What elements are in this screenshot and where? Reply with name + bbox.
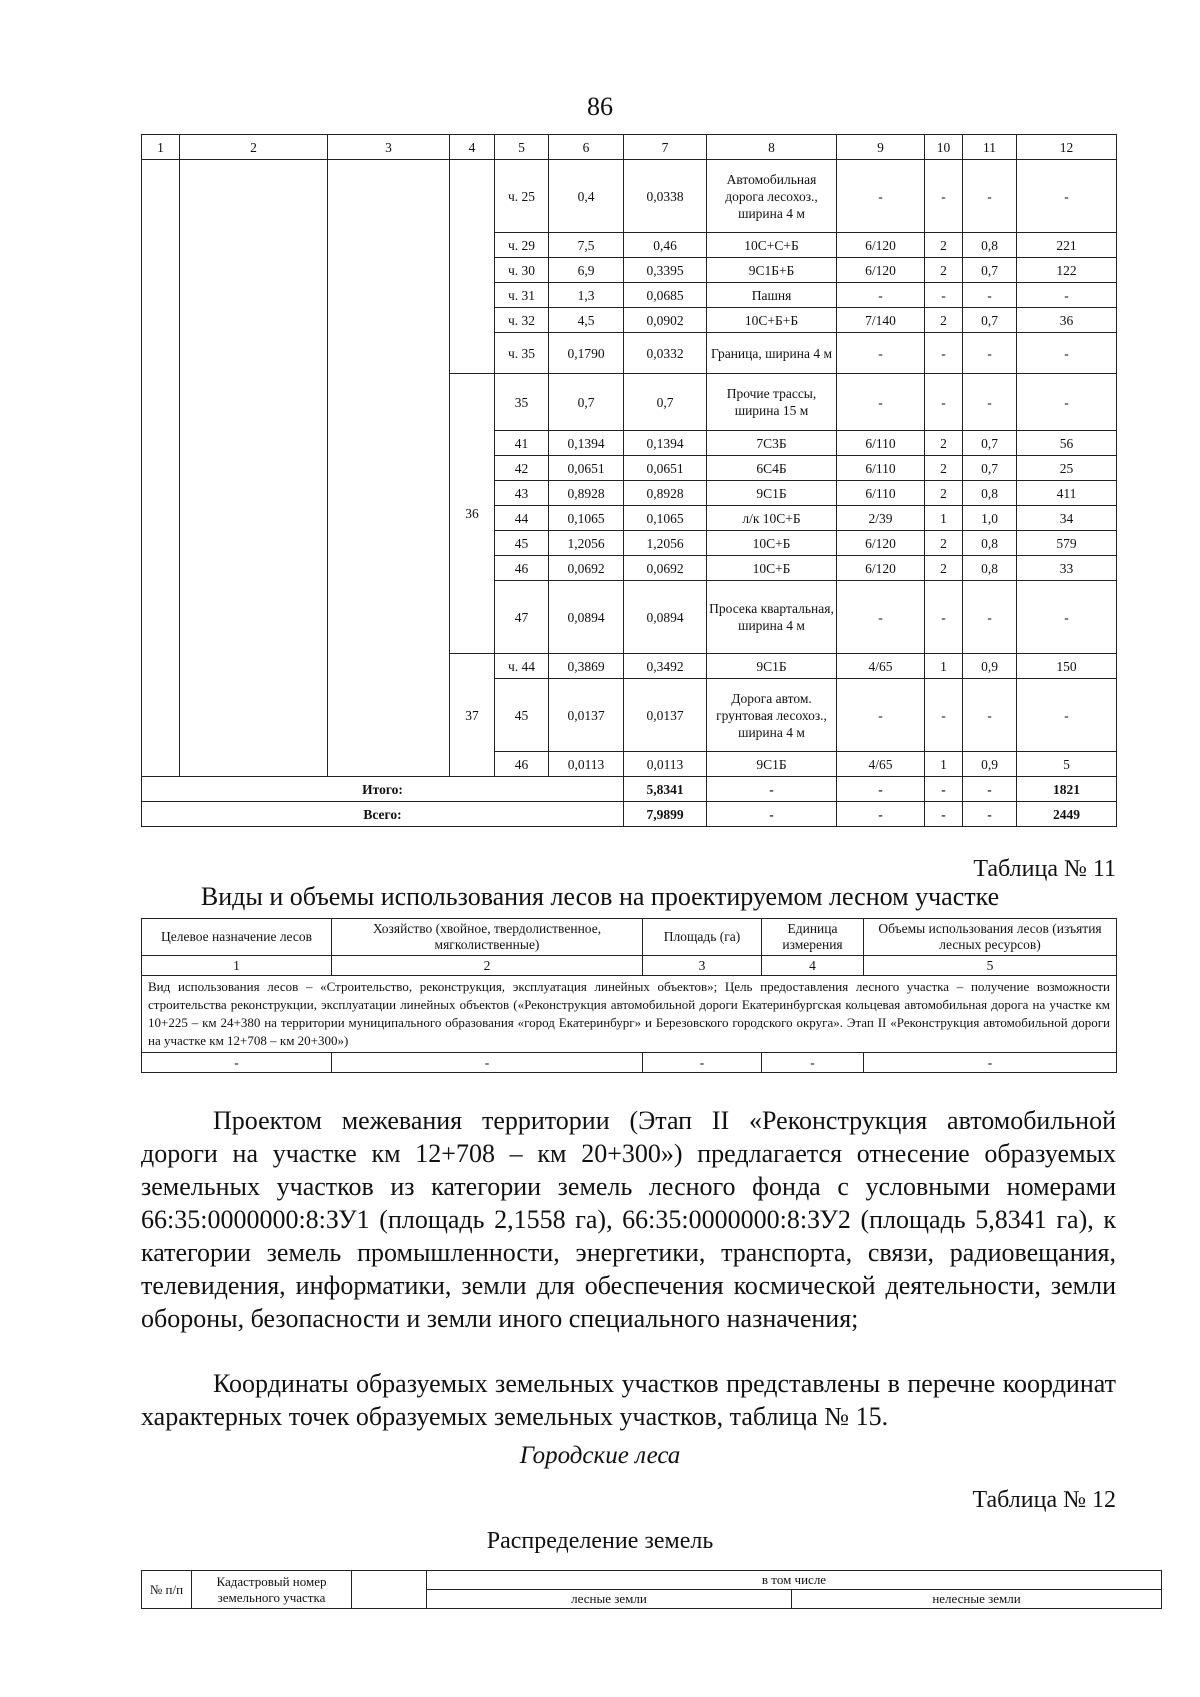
cell: 0,9	[963, 654, 1017, 679]
cell: 7/140	[837, 308, 925, 333]
totals-area: 5,8341	[624, 777, 707, 802]
cell: 10С+Б+Б	[707, 308, 837, 333]
number-cell: 3	[643, 956, 762, 976]
cell	[142, 160, 180, 777]
number-cell: 1	[142, 956, 332, 976]
cell: 0,1394	[549, 431, 624, 456]
cell: -	[963, 333, 1017, 374]
cell: 0,0692	[624, 556, 707, 581]
cell: 122	[1017, 258, 1117, 283]
land-distribution-table	[141, 1570, 1162, 1609]
cell: 9С1Б	[707, 481, 837, 506]
table-row	[142, 160, 1117, 233]
cell: Прочие трассы, ширина 15 м	[707, 374, 837, 431]
cell: -	[925, 374, 963, 431]
cell: 0,7	[963, 258, 1017, 283]
totals-area: 7,9899	[624, 802, 707, 827]
cell	[328, 160, 450, 777]
cell: 2	[925, 456, 963, 481]
cell: -	[1017, 160, 1117, 233]
cell: 10С+Б	[707, 556, 837, 581]
cell: 10С+Б	[707, 531, 837, 556]
cell: 0,7	[549, 374, 624, 431]
cell: 0,1065	[549, 506, 624, 531]
cell: 6С4Б	[707, 456, 837, 481]
cell: 4,5	[549, 308, 624, 333]
cell: 0,3492	[624, 654, 707, 679]
cell: -	[643, 1053, 762, 1073]
cell: 2	[925, 531, 963, 556]
cell: 0,4	[549, 160, 624, 233]
cell: ч. 30	[495, 258, 549, 283]
cell: Граница, ширина 4 м	[707, 333, 837, 374]
cell: Просека квартальная, ширина 4 м	[707, 581, 837, 654]
cell: 1,2056	[549, 531, 624, 556]
cell: 46	[495, 556, 549, 581]
cell: -	[332, 1053, 643, 1073]
cell: -	[925, 160, 963, 233]
cell: 0,1790	[549, 333, 624, 374]
totals-cell: -	[837, 802, 925, 827]
cell: 10С+С+Б	[707, 233, 837, 258]
cell: 25	[1017, 456, 1117, 481]
cell: 411	[1017, 481, 1117, 506]
column-number-row	[142, 956, 1117, 976]
number-cell: 5	[864, 956, 1117, 976]
cell: 2	[925, 481, 963, 506]
cell: 6/120	[837, 233, 925, 258]
cell: 9С1Б+Б	[707, 258, 837, 283]
header-cell: Объемы использования лесов (изъятия лесных ресурсов)	[864, 919, 1117, 956]
cell: 7,5	[549, 233, 624, 258]
cell: 0,0894	[549, 581, 624, 654]
header-cell: 9	[837, 135, 925, 160]
cell: 0,0894	[624, 581, 707, 654]
cell: -	[925, 581, 963, 654]
totals-cell: 2449	[1017, 802, 1117, 827]
cell: -	[1017, 374, 1117, 431]
cell: Автомобильная дорога лесохоз., ширина 4 м	[707, 160, 837, 233]
header-cell: 3	[328, 135, 450, 160]
cell: Дорога автом. грунтовая лесохоз., ширина 4 м	[707, 679, 837, 752]
cell: 0,8	[963, 556, 1017, 581]
cell: 0,8928	[549, 481, 624, 506]
cell: 150	[1017, 654, 1117, 679]
cell: 1	[925, 752, 963, 777]
cell: 5	[1017, 752, 1117, 777]
page-number: 86	[587, 92, 613, 121]
cell: ч. 44	[495, 654, 549, 679]
cell: 2	[925, 233, 963, 258]
table-12-caption: Таблица № 12	[972, 1487, 1116, 1513]
cell: 0,7	[963, 431, 1017, 456]
header-cell: Кадастровый номер земельного участка	[192, 1571, 352, 1609]
cell: 47	[495, 581, 549, 654]
cell: 0,46	[624, 233, 707, 258]
cell: 1,0	[963, 506, 1017, 531]
totals-cell: -	[707, 777, 837, 802]
cell: 6/120	[837, 258, 925, 283]
cell: 0,0332	[624, 333, 707, 374]
cell: -	[963, 283, 1017, 308]
cell: 0,8	[963, 531, 1017, 556]
number-cell: 4	[762, 956, 864, 976]
totals-row	[142, 777, 1117, 802]
cell: 2	[925, 431, 963, 456]
cell: 0,0651	[549, 456, 624, 481]
cell: 4/65	[837, 654, 925, 679]
cell: 34	[1017, 506, 1117, 531]
header-cell	[352, 1571, 427, 1609]
table-header-row	[142, 135, 1117, 160]
cell: 6/110	[837, 481, 925, 506]
header-cell: № п/п	[142, 1571, 192, 1609]
header-cell: Площадь (га)	[643, 919, 762, 956]
cell: 33	[1017, 556, 1117, 581]
cell: 36	[1017, 308, 1117, 333]
header-cell: 8	[707, 135, 837, 160]
cell: 35	[495, 374, 549, 431]
cell: 0,0137	[549, 679, 624, 752]
totals-cell: -	[707, 802, 837, 827]
cell: -	[963, 679, 1017, 752]
cell: 1	[925, 506, 963, 531]
cell: 9С1Б	[707, 654, 837, 679]
cell: 579	[1017, 531, 1117, 556]
cell: 4/65	[837, 752, 925, 777]
cell: 0,9	[963, 752, 1017, 777]
cell: -	[837, 283, 925, 308]
header-cell: Единица измерения	[762, 919, 864, 956]
table-header-row	[142, 919, 1117, 956]
cell: 0,0137	[624, 679, 707, 752]
cell: ч. 35	[495, 333, 549, 374]
table-11-title: Виды и объемы использования лесов на проектируемом лесном участке	[200, 882, 1000, 911]
cell: 45	[495, 679, 549, 752]
cell: 0,0651	[624, 456, 707, 481]
cell: 0,1065	[624, 506, 707, 531]
number-cell: 2	[332, 956, 643, 976]
cell: ч. 31	[495, 283, 549, 308]
cell: 2/39	[837, 506, 925, 531]
header-cell: 12	[1017, 135, 1117, 160]
cell: 56	[1017, 431, 1117, 456]
cell: 0,8928	[624, 481, 707, 506]
cell: 0,0692	[549, 556, 624, 581]
quarter-number-cell: 36	[450, 374, 495, 654]
quarter-number-cell	[450, 160, 495, 374]
header-cell: 1	[142, 135, 180, 160]
header-cell: 10	[925, 135, 963, 160]
cell: -	[963, 160, 1017, 233]
cell: -	[925, 283, 963, 308]
paragraph-reclassification: Проектом межевания территории (Этап II «Реконструкция автомобильной дороги на участке км 12+708 – км 20+300») предлагается отнесение образуемых земельных участков из категории земель лесного фонда с условными номерами 66:35:0000000:8:ЗУ1 (площадь 2,1558 га), 66:35:0000000:8:ЗУ2 (площадь 5,8341 га), к категории земель промышленности, энергетики, транспорта, связи, радиовещания, телевидения, информатики, земли для обеспечения космической деятельности, земли обороны, безопасности и земли иного специального назначения;	[141, 1106, 1116, 1333]
totals-cell: -	[925, 802, 963, 827]
totals-cell: -	[963, 802, 1017, 827]
cell: 1,2056	[624, 531, 707, 556]
header-cell: лесные земли	[427, 1590, 792, 1609]
cell: Пашня	[707, 283, 837, 308]
cell: -	[864, 1053, 1117, 1073]
cell: 42	[495, 456, 549, 481]
totals-label: Всего:	[142, 802, 624, 827]
cell: 0,1394	[624, 431, 707, 456]
cell: л/к 10С+Б	[707, 506, 837, 531]
cell: 6/110	[837, 456, 925, 481]
table-row	[142, 1053, 1117, 1073]
totals-label: Итого:	[142, 777, 624, 802]
cell: -	[837, 160, 925, 233]
header-cell: 11	[963, 135, 1017, 160]
cell: 2	[925, 258, 963, 283]
cell: -	[963, 581, 1017, 654]
cell: 2	[925, 556, 963, 581]
cell: 0,8	[963, 233, 1017, 258]
header-cell: Хозяйство (хвойное, твердолиственное, мягколиственные)	[332, 919, 643, 956]
cell: 43	[495, 481, 549, 506]
section-subheading: Городские леса	[519, 1442, 681, 1469]
totals-cell: -	[963, 777, 1017, 802]
cell: 221	[1017, 233, 1117, 258]
description-row	[142, 976, 1117, 1053]
cell: ч. 29	[495, 233, 549, 258]
cell: 6/120	[837, 531, 925, 556]
header-cell: 7	[624, 135, 707, 160]
cell: 0,0685	[624, 283, 707, 308]
cell: 6/110	[837, 431, 925, 456]
forest-stands-table	[141, 134, 1117, 827]
cell: -	[142, 1053, 332, 1073]
cell: 0,7	[963, 308, 1017, 333]
table-11-caption: Таблица № 11	[973, 856, 1116, 882]
totals-cell: -	[925, 777, 963, 802]
cell: 0,0113	[549, 752, 624, 777]
cell: -	[925, 333, 963, 374]
cell: 45	[495, 531, 549, 556]
usage-description: Вид использования лесов – «Строительство, реконструкция, эксплуатация линейных объектов»; Цель предоставления лесного участка – получение возможности строительства реконструкции, эксплуатации линейных объектов («Реконструкция автомобильной дороги Екатеринбургская кольцевая автомобильная дорога на участке км 10+225 – км 24+380 на территории муниципального образования «город Екатеринбург» и Березовского городского округа». Этап II «Реконструкция автомобильной дороги на участке км 12+708 – км 20+300»)	[142, 976, 1117, 1053]
totals-cell: 1821	[1017, 777, 1117, 802]
cell: 6,9	[549, 258, 624, 283]
cell: -	[837, 333, 925, 374]
header-cell: нелесные земли	[792, 1590, 1162, 1609]
header-cell: 6	[549, 135, 624, 160]
cell: 0,0338	[624, 160, 707, 233]
cell: 0,7	[963, 456, 1017, 481]
header-cell: Целевое назначение лесов	[142, 919, 332, 956]
totals-row	[142, 802, 1117, 827]
cell: -	[837, 679, 925, 752]
cell: 44	[495, 506, 549, 531]
cell: 41	[495, 431, 549, 456]
header-cell: 5	[495, 135, 549, 160]
cell: ч. 25	[495, 160, 549, 233]
header-cell: в том числе	[427, 1571, 1162, 1590]
cell: 9С1Б	[707, 752, 837, 777]
cell: 7С3Б	[707, 431, 837, 456]
cell: -	[1017, 581, 1117, 654]
quarter-number-cell: 37	[450, 654, 495, 777]
cell: 0,3869	[549, 654, 624, 679]
cell: 1	[925, 654, 963, 679]
cell: 0,8	[963, 481, 1017, 506]
cell: 0,3395	[624, 258, 707, 283]
header-cell: 4	[450, 135, 495, 160]
cell: -	[925, 679, 963, 752]
header-cell: 2	[180, 135, 328, 160]
cell: -	[837, 374, 925, 431]
cell: 1,3	[549, 283, 624, 308]
cell: 2	[925, 308, 963, 333]
cell: -	[963, 374, 1017, 431]
cell: -	[1017, 283, 1117, 308]
cell: -	[762, 1053, 864, 1073]
cell	[180, 160, 328, 777]
cell: 0,0113	[624, 752, 707, 777]
cell: 46	[495, 752, 549, 777]
cell: 0,7	[624, 374, 707, 431]
cell: ч. 32	[495, 308, 549, 333]
paragraph-coordinates: Координаты образуемых земельных участков представлены в перечне координат характерных точек образуемых земельных участков, таблица № 15.	[141, 1369, 1116, 1431]
cell: -	[1017, 679, 1117, 752]
cell: -	[837, 581, 925, 654]
forest-usage-table	[141, 918, 1117, 1073]
table-12-title: Распределение земель	[486, 1528, 714, 1554]
totals-cell: -	[837, 777, 925, 802]
cell: 0,0902	[624, 308, 707, 333]
cell: -	[1017, 333, 1117, 374]
cell: 6/120	[837, 556, 925, 581]
